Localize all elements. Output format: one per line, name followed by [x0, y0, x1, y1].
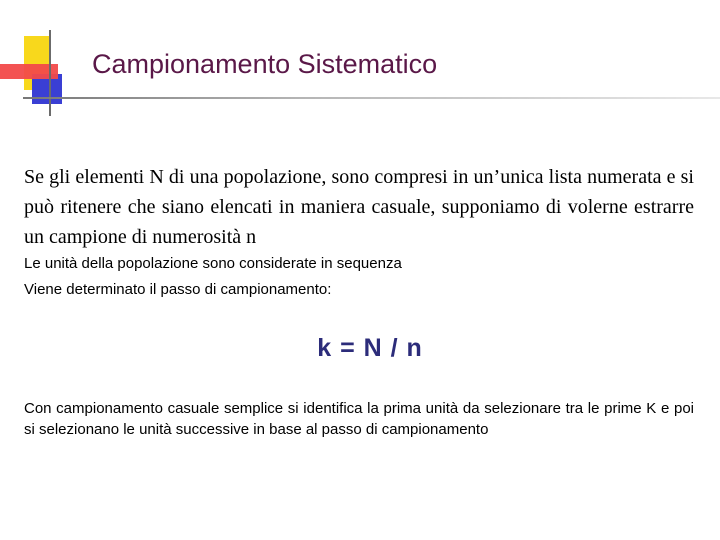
bullet-sequence: Le unità della popolazione sono considerate in sequenza — [24, 255, 402, 272]
conclusion-paragraph: Con campionamento casuale semplice si identifica la prima unità da selezionare tra le prime K e poi si selezionano le unità successive in base al passo di campionamento — [24, 400, 694, 438]
bullet-sampling-step: Viene determinato il passo di campionamento: — [24, 281, 332, 298]
decor-vertical-line — [49, 30, 51, 116]
title-underline — [23, 97, 720, 99]
intro-paragraph: Se gli elementi N di una popolazione, sono compresi in un’unica lista numerata e si può ritenere che siano elencati in maniera casuale, supponiamo di volerne estrarre un campione di numerosità n — [24, 166, 694, 248]
sampling-step-formula: k = N / n — [317, 334, 423, 362]
slide-title: Campionamento Sistematico — [92, 49, 438, 79]
